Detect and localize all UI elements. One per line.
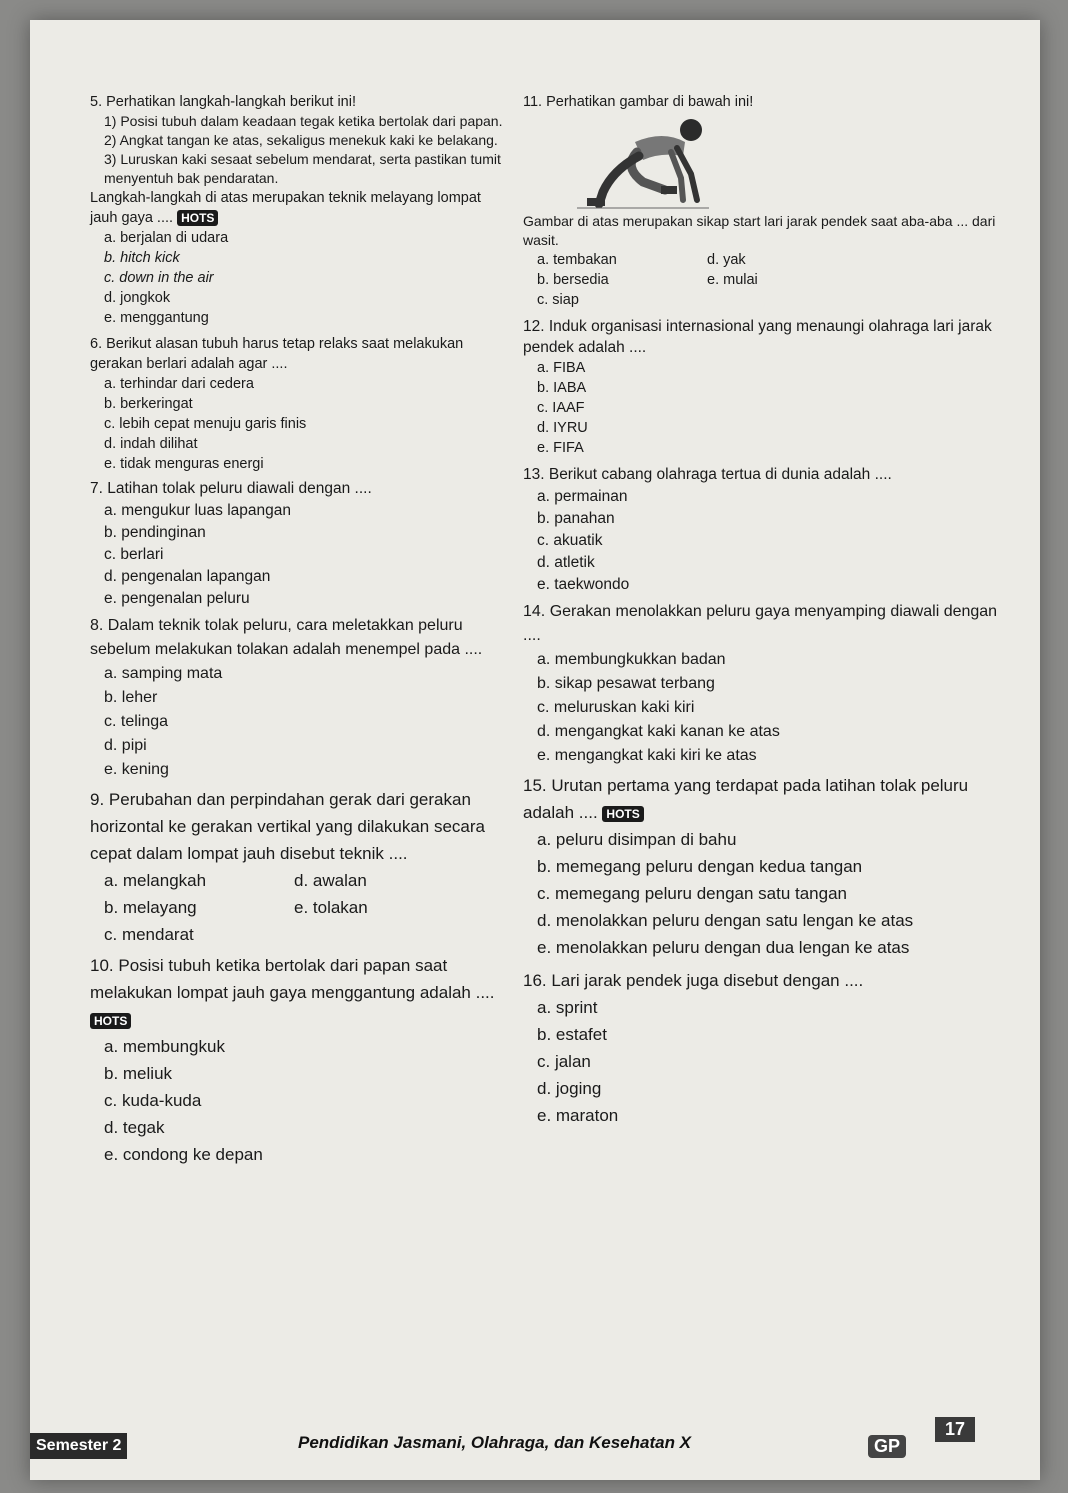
option: a. membungkukkan badan <box>537 651 726 668</box>
hots-badge: HOTS <box>90 1013 131 1029</box>
option: b. meliuk <box>104 1064 173 1083</box>
question-stem <box>90 952 505 1033</box>
option: b. hitch kick <box>104 250 180 266</box>
question-9 <box>90 786 505 948</box>
option: e. mulai <box>707 272 758 288</box>
question-stem: 9. Perubahan dan perpindahan gerak dari gerakan horizontal ke gerakan vertikal yang dilakukan secara cepat dalam lompat jauh disebut teknik .... <box>90 790 486 863</box>
crouch-start-runner-icon <box>573 112 713 212</box>
option: c. akuatik <box>537 532 603 549</box>
question-13 <box>523 464 1003 596</box>
option: d. IYRU <box>537 420 588 436</box>
option: c. mendarat <box>104 925 194 944</box>
option: b. memegang peluru dengan kedua tangan <box>537 857 863 876</box>
option: a. permainan <box>537 488 628 505</box>
question-stem-text: 10. Posisi tubuh ketika bertolak dari papan saat melakukan lompat jauh gaya menggantung adalah .... <box>90 956 495 1002</box>
question-stem: 6. Berikut alasan tubuh harus tetap relaks saat melakukan gerakan berlari adalah agar .... <box>90 336 464 372</box>
option: c. memegang peluru dengan satu tangan <box>537 884 848 903</box>
option: a. samping mata <box>104 665 223 682</box>
right-column <box>523 92 1003 1131</box>
question-stem: 13. Berikut cabang olahraga tertua di dunia adalah .... <box>523 466 892 483</box>
option: e. maraton <box>537 1106 619 1125</box>
option: c. siap <box>537 292 579 308</box>
question-stem: 14. Gerakan menolakkan peluru gaya menyamping diawali dengan .... <box>523 603 998 644</box>
option: c. kuda-kuda <box>104 1091 202 1110</box>
page-footer <box>30 1415 1040 1475</box>
option: c. berlari <box>104 546 164 563</box>
option: e. kening <box>104 761 169 778</box>
option: d. menolakkan peluru dengan satu lengan ke atas <box>537 911 914 930</box>
option: d. awalan <box>294 871 367 890</box>
question-stem <box>523 772 1003 826</box>
option: a. terhindar dari cedera <box>104 376 254 392</box>
question-14 <box>523 600 1003 768</box>
hots-badge: HOTS <box>602 806 643 822</box>
question-8 <box>90 614 505 782</box>
option: d. pengenalan lapangan <box>104 568 271 585</box>
step-item: 1) Posisi tubuh dalam keadaan tegak ketika bertolak dari papan. <box>104 113 503 129</box>
subject-title: Pendidikan Jasmani, Olahraga, dan Kesehatan X <box>298 1433 692 1452</box>
option: d. tegak <box>104 1118 165 1137</box>
question-prompt <box>90 188 505 228</box>
option: b. leher <box>104 689 158 706</box>
option: c. lebih cepat menuju garis finis <box>104 416 307 432</box>
question-stem-text: 15. Urutan pertama yang terdapat pada latihan tolak peluru adalah .... <box>523 776 969 822</box>
question-stem: 5. Perhatikan langkah-langkah berikut ini! <box>90 94 356 110</box>
option: e. menggantung <box>104 310 209 326</box>
publisher-logo-icon: GP <box>868 1435 906 1458</box>
question-7 <box>90 478 505 610</box>
question-16 <box>523 967 1003 1129</box>
question-10 <box>90 952 505 1168</box>
question-15 <box>523 772 1003 961</box>
option: a. berjalan di udara <box>104 230 229 246</box>
option: d. atletik <box>537 554 595 571</box>
option: a. FIBA <box>537 360 586 376</box>
option: d. indah dilihat <box>104 436 198 452</box>
option: c. meluruskan kaki kiri <box>537 699 695 716</box>
option: a. tembakan <box>537 252 617 268</box>
option: b. bersedia <box>537 272 609 288</box>
option: e. condong ke depan <box>104 1145 263 1164</box>
option: d. joging <box>537 1079 602 1098</box>
option: a. mengukur luas lapangan <box>104 502 291 519</box>
option: e. tidak menguras energi <box>104 456 264 472</box>
option: b. IABA <box>537 380 587 396</box>
option: b. panahan <box>537 510 615 527</box>
question-6 <box>90 334 505 474</box>
option: c. IAAF <box>537 400 585 416</box>
question-stem: 16. Lari jarak pendek juga disebut dengan .... <box>523 971 864 990</box>
left-column <box>90 92 505 1170</box>
option: c. down in the air <box>104 270 214 286</box>
option: c. telinga <box>104 713 169 730</box>
sprint-start-illustration <box>573 112 713 212</box>
option: e. menolakkan peluru dengan dua lengan ke atas <box>537 938 910 957</box>
step-item: 3) Luruskan kaki sesaat sebelum mendarat, serta pastikan tumit menyentuh bak pendaratan. <box>104 151 501 186</box>
question-stem: 8. Dalam teknik tolak peluru, cara meletakkan peluru sebelum melakukan tolakan adalah menempel pada .... <box>90 617 483 658</box>
option: b. berkeringat <box>104 396 193 412</box>
option: d. jongkok <box>104 290 171 306</box>
option: a. melangkah <box>104 871 207 890</box>
question-prompt-text: Langkah-langkah di atas merupakan teknik melayang lompat jauh gaya .... <box>90 190 481 226</box>
option: b. pendinginan <box>104 524 206 541</box>
figure-caption: Gambar di atas merupakan sikap start lari jarak pendek saat aba-aba ... dari wasit. <box>523 213 996 248</box>
option: e. FIFA <box>537 440 584 456</box>
question-5 <box>90 92 505 328</box>
question-11 <box>523 92 1003 310</box>
question-stem: 11. Perhatikan gambar di bawah ini! <box>523 94 754 110</box>
option: a. sprint <box>537 998 598 1017</box>
option: b. estafet <box>537 1025 607 1044</box>
step-item: 2) Angkat tangan ke atas, sekaligus menekuk kaki ke belakang. <box>104 132 498 148</box>
hots-badge: HOTS <box>177 210 218 226</box>
option: e. tolakan <box>294 898 368 917</box>
question-stem: 7. Latihan tolak peluru diawali dengan .... <box>90 480 372 497</box>
option-grid <box>523 250 1003 310</box>
option: e. taekwondo <box>537 576 630 593</box>
option: b. sikap pesawat terbang <box>537 675 715 692</box>
option-grid <box>90 867 505 948</box>
textbook-page <box>30 20 1040 1480</box>
option: e. mengangkat kaki kiri ke atas <box>537 747 757 764</box>
option: b. melayang <box>104 898 197 917</box>
option: a. membungkuk <box>104 1037 225 1056</box>
question-12 <box>523 316 1003 458</box>
semester-label: Semester 2 <box>30 1433 127 1459</box>
page-number: 17 <box>935 1417 975 1442</box>
option: d. mengangkat kaki kanan ke atas <box>537 723 780 740</box>
option: d. yak <box>707 252 746 268</box>
question-stem: 12. Induk organisasi internasional yang menaungi olahraga lari jarak pendek adalah .... <box>523 318 992 356</box>
option: c. jalan <box>537 1052 591 1071</box>
option: e. pengenalan peluru <box>104 590 250 607</box>
option: a. peluru disimpan di bahu <box>537 830 737 849</box>
option: d. pipi <box>104 737 147 754</box>
